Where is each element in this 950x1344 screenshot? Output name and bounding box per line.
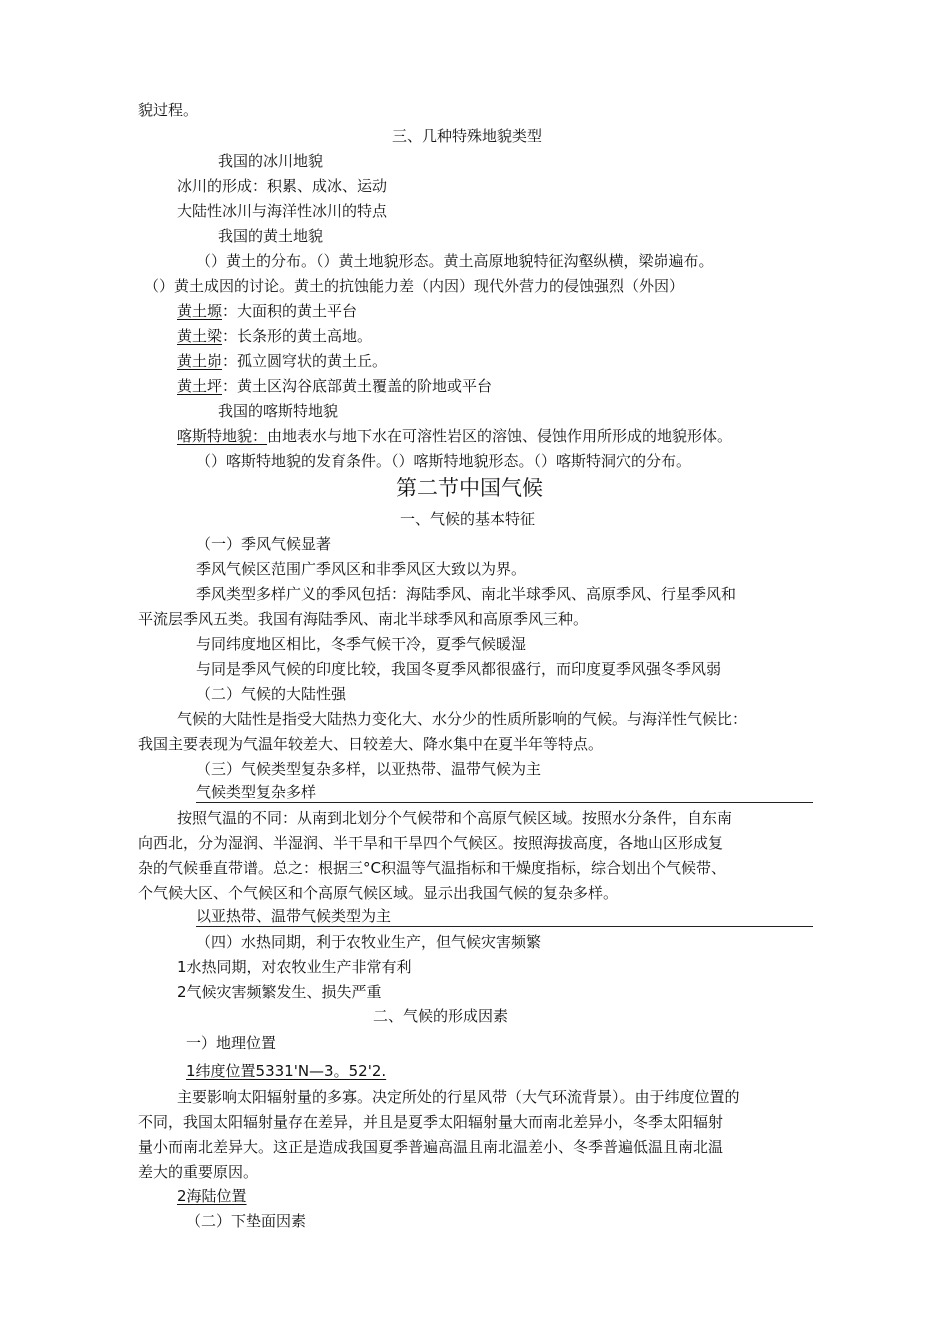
definition-line: [177, 376, 492, 396]
chapter-title: 第二节中国气候: [396, 476, 543, 500]
section-heading: 二、气候的形成因素: [373, 1007, 509, 1025]
definition: ：长条形的黄土高地。: [222, 327, 373, 345]
text-line: 差大的重要原因。: [138, 1163, 259, 1181]
term: 喀斯特地貌：: [177, 427, 268, 445]
text-line: 冰川的形成：积累、成冰、运动: [177, 177, 388, 195]
section-heading: 一、气候的基本特征: [400, 510, 536, 528]
subheading: （三）气候类型复杂多样，以亚热带、温带气候为主: [196, 760, 542, 778]
definition-line: [177, 426, 732, 446]
text-line: 不同，我国太阳辐射量存在差异，并且是夏季太阳辐射量大而南北差异小，冬季太阳辐射: [138, 1113, 724, 1131]
section-heading: 三、几种特殊地貌类型: [392, 127, 543, 145]
subheading: 一）地理位置: [186, 1034, 277, 1052]
text-line: （）喀斯特地貌的发育条件。（）喀斯特地貌形态。（）喀斯特洞穴的分布。: [196, 452, 692, 470]
divider-line: [196, 926, 813, 927]
subheading: 我国的黄土地貌: [218, 227, 324, 245]
text-line: 2气候灾害频繁发生、损失严重: [177, 983, 382, 1001]
subheading: 气候类型复杂多样: [196, 783, 317, 801]
subheading: （一）季风气候显著: [196, 535, 332, 553]
term: 黄土坪: [177, 377, 223, 395]
subheading: （四）水热同期，利于农牧业生产，但气候灾害频繁: [196, 933, 542, 951]
subheading: 我国的冰川地貌: [218, 152, 324, 170]
text-line: 1水热同期，对农牧业生产非常有利: [177, 958, 412, 976]
text-line: （）黄土成因的讨论。黄土的抗蚀能力差（内因）现代外营力的侵蚀强烈（外因）: [144, 277, 685, 295]
divider-line: [196, 802, 813, 803]
text-line: 向西北，分为湿润、半湿润、半干旱和干旱四个气候区。按照海拔高度，各地山区形成复: [138, 834, 724, 852]
text-line: 大陆性冰川与海洋性冰川的特点: [177, 202, 388, 220]
subheading: 1纬度位置5331'N—3。52'2.: [186, 1062, 387, 1080]
text-line: 我国主要表现为气温年较差大、日较差大、降水集中在夏半年等特点。: [138, 735, 604, 753]
definition: 由地表水与地下水在可溶性岩区的溶蚀、侵蚀作用所形成的地貌形体。: [267, 427, 733, 445]
text-line: 杂的气候垂直带谱。总之：根据三°C积温等气温指标和干燥度指标，综合划出个气候带、: [138, 859, 726, 877]
text-line: （）黄土的分布。（）黄土地貌形态。黄土高原地貌特征沟壑纵横，梁峁遍布。: [196, 252, 714, 270]
term: 黄土塬: [177, 302, 223, 320]
text-line: 主要影响太阳辐射量的多寡。决定所处的行星风带（大气环流背景）。由于纬度位置的: [177, 1088, 740, 1106]
definition: ：孤立圆穹状的黄土丘。: [222, 352, 388, 370]
subheading: （二）气候的大陆性强: [196, 685, 347, 703]
subheading: 我国的喀斯特地貌: [218, 402, 339, 420]
text-line: 与同是季风气候的印度比较，我国冬夏季风都很盛行，而印度夏季风强冬季风弱: [196, 660, 722, 678]
subheading: （二）下垫面因素: [186, 1212, 307, 1230]
text-line: 季风类型多样广义的季风包括：海陆季风、南北半球季风、高原季风、行星季风和: [196, 585, 737, 603]
definition-line: [177, 301, 357, 321]
subheading: 2海陆位置: [177, 1187, 247, 1205]
text-line: 个气候大区、个气候区和个高原气候区域。显示出我国气候的复杂多样。: [138, 884, 619, 902]
term: 黄土梁: [177, 327, 223, 345]
text-line: 平流层季风五类。我国有海陆季风、南北半球季风和高原季风三种。: [138, 610, 589, 628]
text-line: 按照气温的不同：从南到北划分个气候带和个高原气候区域。按照水分条件，自东南: [177, 809, 733, 827]
text-line: 貌过程。: [138, 101, 199, 119]
definition: ：大面积的黄土平台: [222, 302, 358, 320]
term: 黄土峁: [177, 352, 223, 370]
text-line: 量小而南北差异大。这正是造成我国夏季普遍高温且南北温差小、冬季普遍低温且南北温: [138, 1138, 724, 1156]
subheading: 以亚热带、温带气候类型为主: [196, 907, 392, 925]
definition-line: [177, 351, 387, 371]
text-line: 季风气候区范围广季风区和非季风区大致以为界。: [196, 560, 527, 578]
text-line: 气候的大陆性是指受大陆热力变化大、水分少的性质所影响的气候。与海洋性气候比：: [177, 710, 748, 728]
text-line: 与同纬度地区相比，冬季气候干冷，夏季气候暖湿: [196, 635, 527, 653]
definition: ：黄土区沟谷底部黄土覆盖的阶地或平台: [222, 377, 493, 395]
definition-line: [177, 326, 372, 346]
